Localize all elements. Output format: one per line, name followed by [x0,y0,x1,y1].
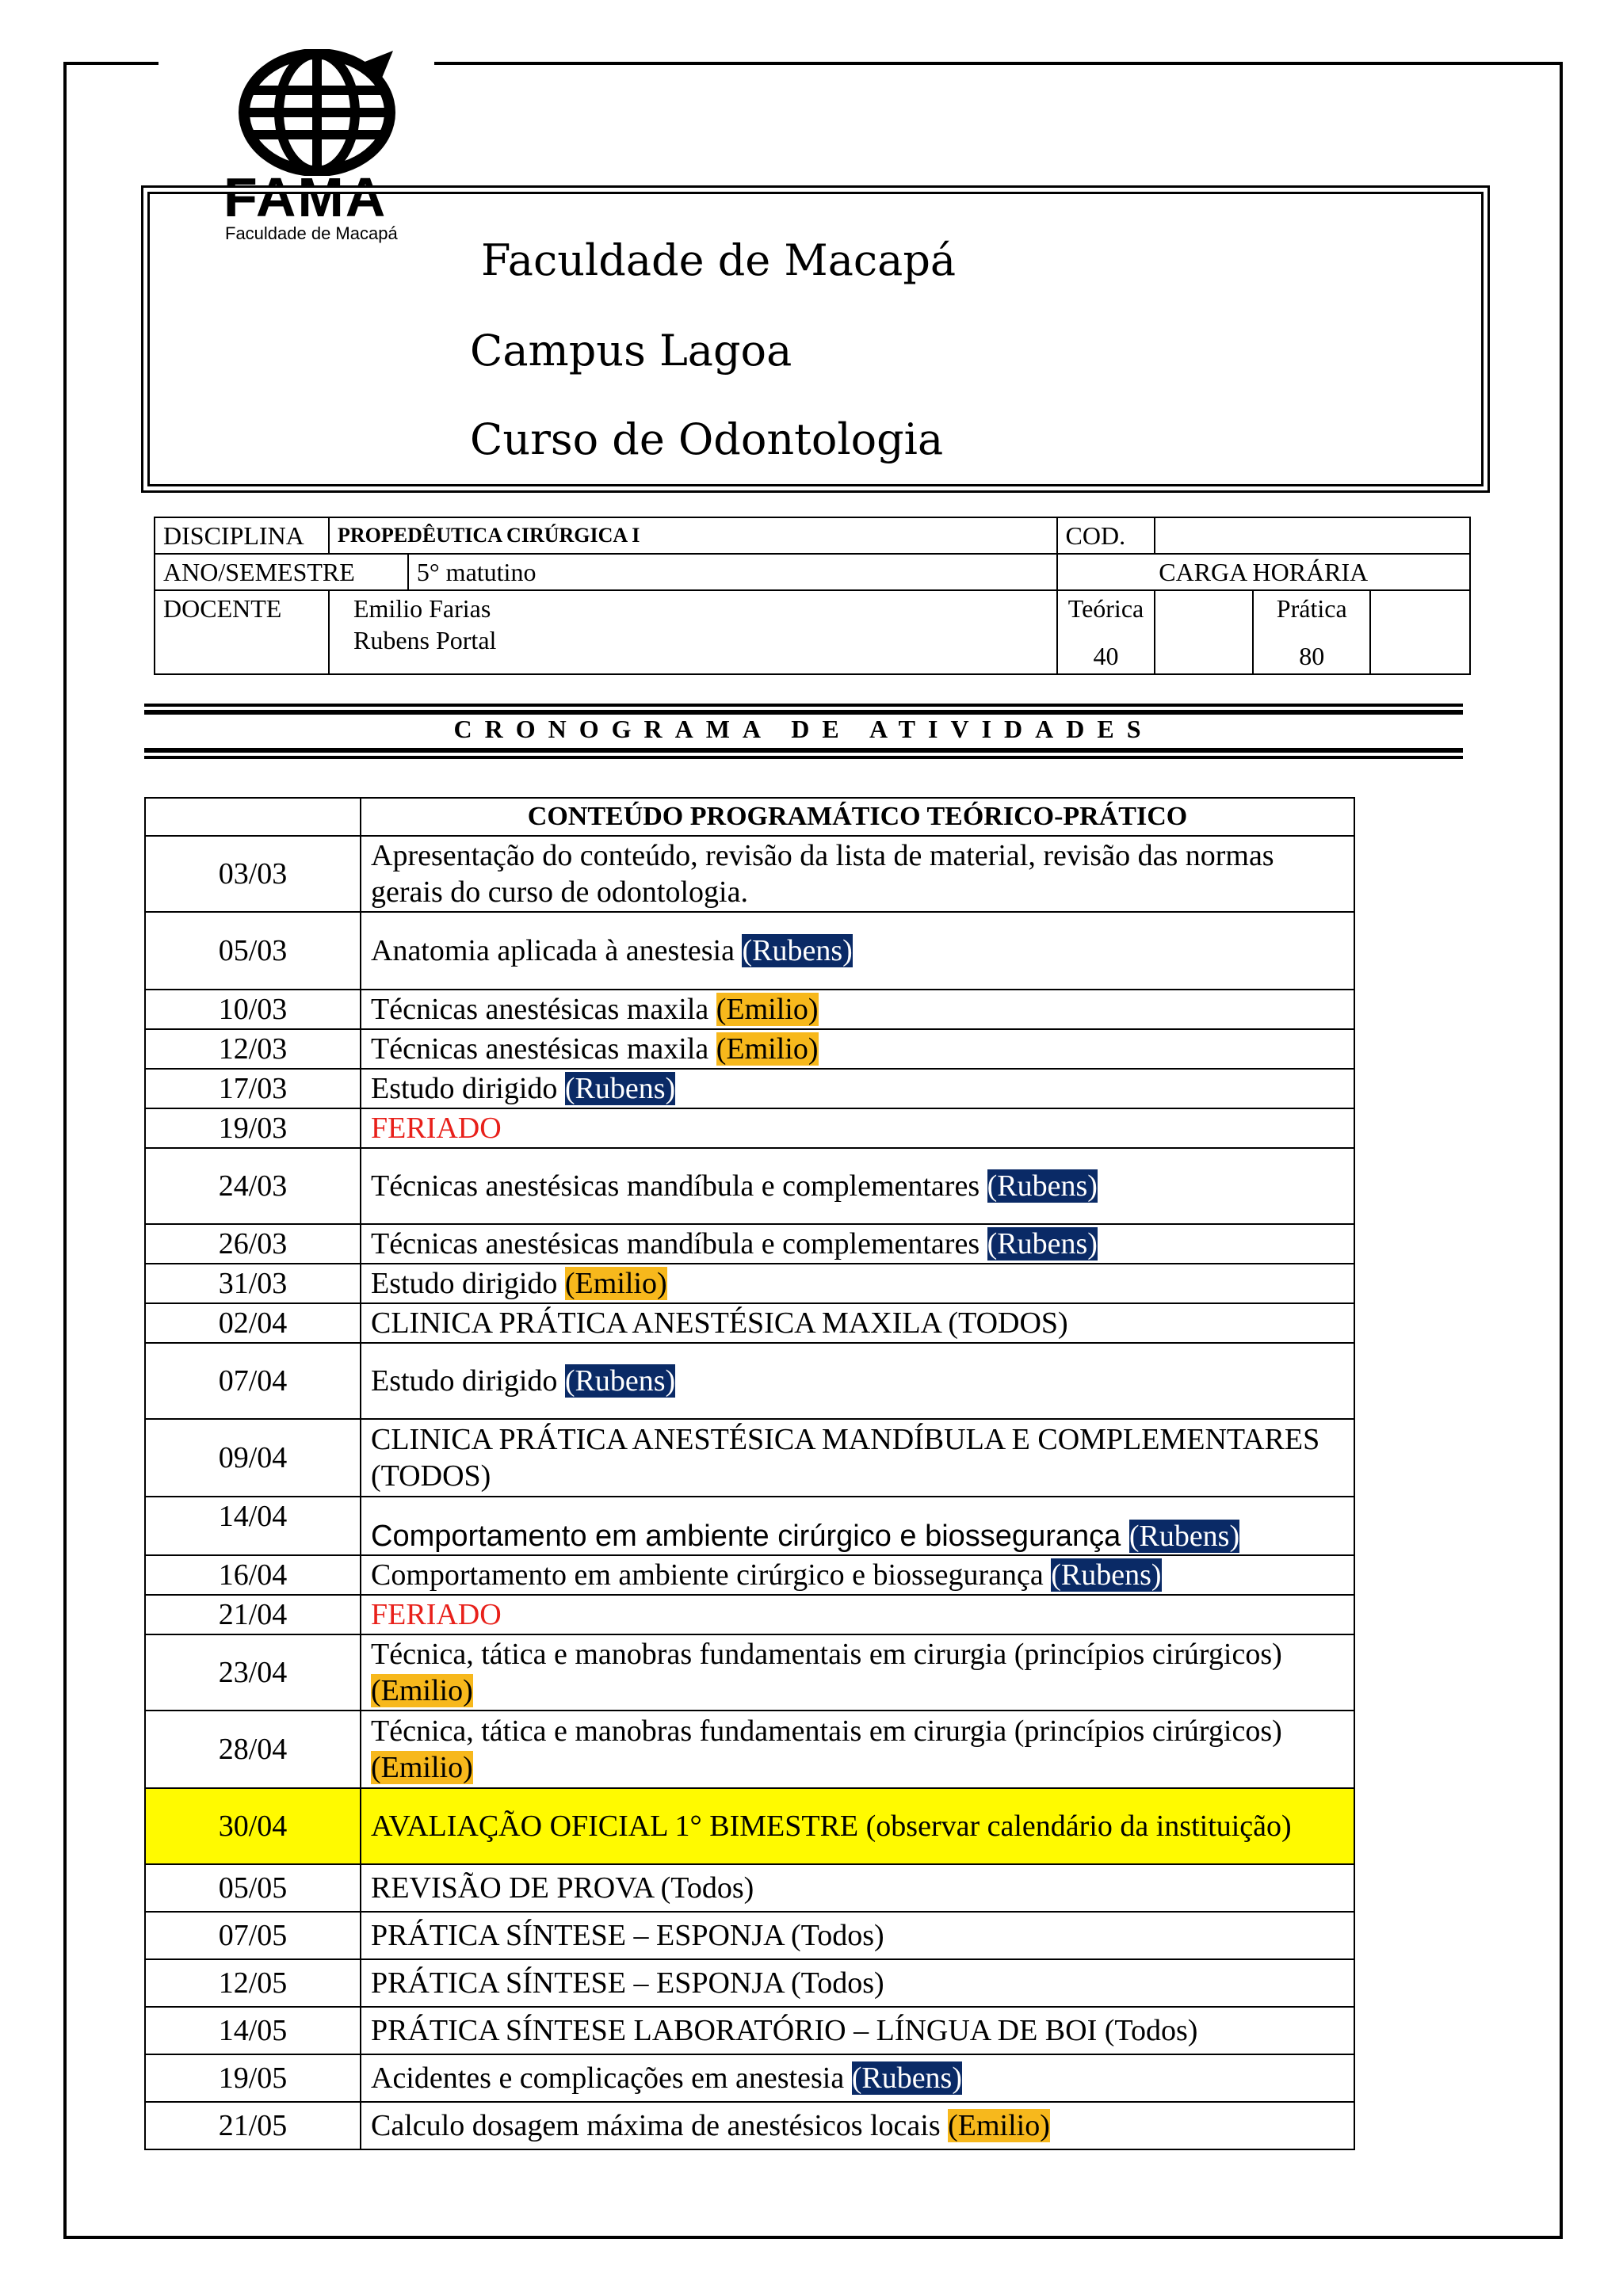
schedule-content [361,1343,1354,1419]
schedule-text: CLINICA PRÁTICA ANESTÉSICA MANDÍBULA E COMPLEMENTARES (TODOS) [371,1423,1320,1493]
schedule-text: PRÁTICA SÍNTESE – ESPONJA (Todos) [371,1919,884,1952]
schedule-row [145,2054,1354,2102]
schedule-date: 02/04 [145,1303,361,1343]
schedule-row [145,1343,1354,1419]
schedule-row [145,1148,1354,1224]
schedule-text: Técnicas anestésicas mandíbula e complementares [371,1169,987,1203]
schedule-text: CLINICA PRÁTICA ANESTÉSICA MAXILA (TODOS) [371,1306,1068,1340]
schedule-row [145,1595,1354,1634]
schedule-row [145,1711,1354,1788]
docente-row [155,590,1470,674]
page-frame-top-left [63,62,158,65]
instructor-tag: (Rubens) [564,1364,676,1398]
schedule-row [145,912,1354,990]
instructor-tag: (Rubens) [987,1227,1098,1261]
schedule-content [361,2007,1354,2054]
schedule-date: 30/04 [145,1788,361,1864]
docente-2: Rubens Portal [353,626,497,654]
schedule-date: 05/05 [145,1864,361,1912]
schedule-row [145,1634,1354,1711]
schedule-text: Apresentação do conteúdo, revisão da lista de material, revisão das normas gerais do curso de odontologia. [371,839,1274,909]
page-frame-left [63,62,67,2239]
schedule-date: 07/05 [145,1912,361,1959]
date-header [145,798,361,836]
ano-label: ANO/SEMESTRE [155,554,408,590]
schedule-date: 23/04 [145,1634,361,1711]
schedule-text: Calculo dosagem máxima de anestésicos locais [371,2109,949,2142]
disciplina-value: PROPEDÊUTICA CIRÚRGICA I [329,517,1057,554]
schedule-row [145,1497,1354,1555]
instructor-tag: (Emilio) [716,1032,819,1066]
page-frame-top-right [434,62,1563,65]
schedule-row [145,1912,1354,1959]
schedule-content [361,1108,1354,1148]
schedule-date: 14/05 [145,2007,361,2054]
schedule-text: Estudo dirigido [371,1072,565,1105]
content-header: CONTEÚDO PROGRAMÁTICO TEÓRICO-PRÁTICO [361,798,1354,836]
schedule-content [361,1148,1354,1224]
instructor-tag: (Rubens) [1051,1558,1162,1592]
schedule-content [361,1788,1354,1864]
schedule-text: Técnicas anestésicas maxila [371,1032,716,1066]
schedule-row [145,2007,1354,2054]
rule-top-thin [144,704,1463,707]
cod-value [1155,517,1470,554]
instructor-tag: (Rubens) [987,1169,1098,1203]
institution-name: Faculdade de Macapá [481,235,957,285]
schedule-content [361,1912,1354,1959]
page-frame-bottom [63,2236,1563,2239]
schedule-row [145,1029,1354,1069]
globe-icon [238,49,396,176]
schedule-date: 19/05 [145,2054,361,2102]
schedule-content [361,1264,1354,1303]
instructor-tag: (Emilio) [948,2109,1050,2142]
schedule-text: PRÁTICA SÍNTESE – ESPONJA (Todos) [371,1966,884,2000]
schedule-text: Estudo dirigido [371,1364,565,1398]
instructor-tag: (Emilio) [716,993,819,1026]
schedule-content [361,2054,1354,2102]
schedule-row [145,836,1354,912]
schedule-text: REVISÃO DE PROVA (Todos) [371,1871,754,1905]
docente-label: DOCENTE [155,590,329,674]
schedule-text: Comportamento em ambiente cirúrgico e biossegurança [371,1558,1052,1592]
instructor-tag: (Emilio) [564,1267,667,1300]
schedule-text: Técnica, tática e manobras fundamentais em cirurgia (princípios cirúrgicos) [371,1638,1282,1671]
schedule-text: Técnica, tática e manobras fundamentais em cirurgia (princípios cirúrgicos) [371,1714,1282,1748]
docente-names [329,590,1057,674]
schedule-date: 24/03 [145,1148,361,1224]
schedule-text: Técnicas anestésicas mandíbula e complementares [371,1227,987,1261]
schedule-content [361,1224,1354,1264]
ano-value: 5° matutino [408,554,1057,590]
instructor-tag: (Rubens) [564,1072,676,1105]
schedule-text: Técnicas anestésicas maxila [371,993,716,1026]
schedule-row [145,1264,1354,1303]
course-name: Curso de Odontologia [470,414,944,464]
schedule-date: 16/04 [145,1555,361,1595]
schedule-content [361,1864,1354,1912]
instructor-tag: (Rubens) [742,934,853,967]
disciplina-label: DISCIPLINA [155,517,329,554]
schedule-date: 12/05 [145,1959,361,2007]
ano-row [155,554,1470,590]
schedule-content [361,1029,1354,1069]
cod-label: COD. [1057,517,1155,554]
schedule-header-row [145,798,1354,836]
cronograma-title: CRONOGRAMA DE ATIVIDADES [453,715,1154,743]
schedule-content [361,990,1354,1029]
schedule-row [145,1069,1354,1108]
schedule-date: 21/04 [145,1595,361,1634]
schedule-table [144,797,1355,2150]
rule-bottom-thick [144,748,1463,753]
schedule-row [145,2102,1354,2149]
schedule-content [361,1595,1354,1634]
schedule-date: 17/03 [145,1069,361,1108]
schedule-date: 14/04 [145,1497,361,1555]
disciplina-row [155,517,1470,554]
schedule-row [145,1788,1354,1864]
schedule-row [145,990,1354,1029]
schedule-row [145,1108,1354,1148]
logo-wordmark: FAMA [223,166,388,228]
teorica-label: Teórica [1067,594,1144,623]
schedule-text: AVALIAÇÃO OFICIAL 1° BIMESTRE (observar calendário da instituição) [371,1810,1292,1843]
page-frame-right [1560,62,1563,2239]
pratica-extra [1370,590,1470,674]
schedule-date: 26/03 [145,1224,361,1264]
teorica-extra [1155,590,1253,674]
schedule-text: FERIADO [371,1598,502,1631]
schedule-row [145,1555,1354,1595]
schedule-date: 05/03 [145,912,361,990]
schedule-text: Comportamento em ambiente cirúrgico e biossegurança [371,1520,1129,1553]
schedule-row [145,1864,1354,1912]
schedule-date: 07/04 [145,1343,361,1419]
schedule-date: 12/03 [145,1029,361,1069]
schedule-row [145,1303,1354,1343]
schedule-content [361,1497,1354,1555]
schedule-date: 31/03 [145,1264,361,1303]
course-info-table [154,517,1471,675]
schedule-content [361,1303,1354,1343]
schedule-date: 09/04 [145,1419,361,1497]
schedule-row [145,1224,1354,1264]
schedule-date: 10/03 [145,990,361,1029]
pratica-label: Prática [1276,594,1347,623]
schedule-row [145,1959,1354,2007]
schedule-content [361,1069,1354,1108]
instructor-tag: (Emilio) [371,1751,473,1784]
schedule-content [361,2102,1354,2149]
pratica-value: 80 [1299,642,1325,670]
schedule-content [361,836,1354,912]
schedule-text: Anatomia aplicada à anestesia [371,934,743,967]
schedule-content [361,1419,1354,1497]
instructor-tag: (Emilio) [371,1674,473,1707]
schedule-date: 21/05 [145,2102,361,2149]
schedule-text: FERIADO [371,1112,502,1145]
schedule-content [361,912,1354,990]
schedule-text: Acidentes e complicações em anestesia [371,2061,852,2095]
schedule-content [361,1711,1354,1788]
schedule-date: 03/03 [145,836,361,912]
schedule-text: PRÁTICA SÍNTESE LABORATÓRIO – LÍNGUA DE BOI (Todos) [371,2014,1198,2047]
teorica-cell [1057,590,1155,674]
institution-header [147,192,1484,486]
schedule-date: 28/04 [145,1711,361,1788]
logo-subtitle: Faculdade de Macapá [225,223,398,243]
rule-bottom-thin [144,756,1463,759]
instructor-tag: (Rubens) [1128,1520,1240,1553]
pratica-cell [1253,590,1370,674]
campus-name: Campus Lagoa [470,326,792,376]
schedule-content [361,1959,1354,2007]
schedule-date: 19/03 [145,1108,361,1148]
schedule-row [145,1419,1354,1497]
docente-1: Emilio Farias [353,594,491,623]
carga-horaria-label: CARGA HORÁRIA [1057,554,1471,590]
teorica-value: 40 [1093,642,1119,670]
schedule-content [361,1555,1354,1595]
instructor-tag: (Rubens) [851,2061,962,2095]
schedule-content [361,1634,1354,1711]
schedule-text: Estudo dirigido [371,1267,565,1300]
